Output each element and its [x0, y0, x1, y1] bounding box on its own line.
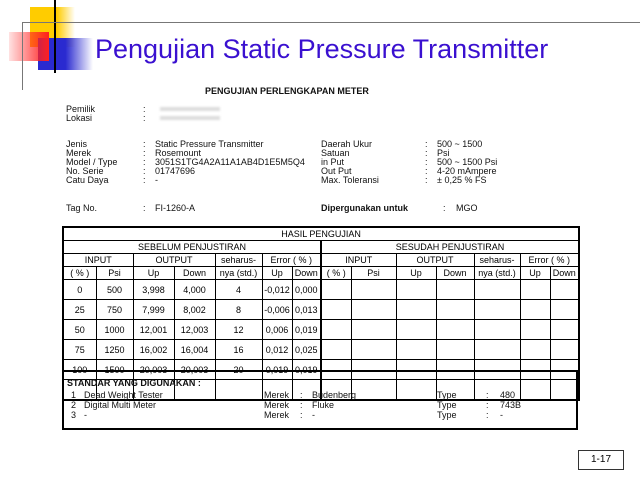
merek-label: Merek [264, 390, 290, 400]
table-cell: 0 [63, 280, 96, 300]
table-cell [474, 340, 520, 360]
slide-title: Pengujian Static Pressure Transmitter [95, 34, 549, 64]
info-colon: : [143, 148, 146, 158]
info-label: Tag No. [66, 203, 98, 213]
table-cell [520, 300, 550, 320]
standard-merek: - [312, 410, 315, 420]
table-cell: -0,006 [262, 300, 292, 320]
table-cell: 8 [215, 300, 262, 320]
info-label: Max. Toleransi [321, 175, 379, 185]
results-title: HASIL PENGUJIAN [63, 227, 579, 241]
standards-title: STANDAR YANG DIGUNAKAN : [67, 378, 201, 388]
table-cell [520, 340, 550, 360]
column-header: Up [133, 267, 174, 280]
info-colon: : [143, 175, 146, 185]
info-colon: : [425, 166, 428, 176]
info-colon: : [425, 148, 428, 158]
info-colon: : [425, 139, 428, 149]
table-cell [396, 300, 436, 320]
table-cell: 3,998 [133, 280, 174, 300]
table-cell [520, 280, 550, 300]
group-header: INPUT [321, 254, 396, 267]
table-cell [321, 300, 351, 320]
colon: : [300, 400, 303, 410]
decor-vertical-rule [22, 22, 23, 90]
table-cell: 100 [63, 360, 96, 380]
column-header: Psi [96, 267, 133, 280]
table-cell: 0,000 [292, 280, 321, 300]
table-cell: 12,001 [133, 320, 174, 340]
table-cell: 0,006 [262, 320, 292, 340]
info-colon: : [143, 113, 146, 123]
table-cell [351, 320, 396, 340]
column-header: Psi [351, 267, 396, 280]
table-cell: 4,000 [174, 280, 215, 300]
group-header: seharus- [215, 254, 262, 267]
type-label: Type [437, 410, 457, 420]
info-value: Rosemount [155, 148, 202, 158]
column-header: ( % ) [63, 267, 96, 280]
standard-name: - [84, 410, 87, 420]
redacted-value [160, 116, 220, 120]
column-header: Down [436, 267, 474, 280]
table-cell [436, 320, 474, 340]
info-label: Jenis [66, 139, 88, 149]
column-header: nya (std.) [215, 267, 262, 280]
table-cell: 0,019 [292, 320, 321, 340]
standard-merek: Budenberg [312, 390, 357, 400]
group-header: Error ( % ) [520, 254, 579, 267]
standard-type: - [500, 410, 503, 420]
table-row [63, 300, 579, 320]
info-value: 500 ~ 1500 Psi [437, 157, 498, 167]
column-header: Down [550, 267, 579, 280]
info-colon: : [143, 157, 146, 167]
table-cell [550, 300, 579, 320]
table-cell: 12 [215, 320, 262, 340]
table-cell [550, 320, 579, 340]
group-header: seharus- [474, 254, 520, 267]
table-cell: 7,999 [133, 300, 174, 320]
table-cell: 0,025 [292, 340, 321, 360]
info-value: 01747696 [155, 166, 196, 176]
table-cell: 25 [63, 300, 96, 320]
redacted-value [160, 107, 220, 111]
info-label: Model / Type [66, 157, 118, 167]
colon: : [486, 410, 489, 420]
standard-no: 2 [71, 400, 77, 410]
table-cell: 75 [63, 340, 96, 360]
standard-type: 743B [500, 400, 522, 410]
table-cell [351, 280, 396, 300]
table-cell [396, 340, 436, 360]
colon: : [300, 410, 303, 420]
table-cell [436, 340, 474, 360]
table-row [63, 320, 579, 340]
decor-vertical-line [54, 0, 56, 73]
table-cell: 20 [215, 360, 262, 380]
standard-type: 480 [500, 390, 516, 400]
info-value: ± 0,25 % FS [437, 175, 487, 185]
info-value: FI-1260-A [155, 203, 196, 213]
column-header: Up [262, 267, 292, 280]
info-label: Merek [66, 148, 92, 158]
column-header: nya (std.) [474, 267, 520, 280]
colon: : [300, 390, 303, 400]
table-cell [321, 340, 351, 360]
table-cell [436, 280, 474, 300]
column-header: Down [292, 267, 321, 280]
info-value: MGO [456, 203, 478, 213]
standard-no: 3 [71, 410, 77, 420]
info-colon: : [143, 104, 146, 114]
table-cell: 16 [215, 340, 262, 360]
info-colon: : [425, 175, 428, 185]
table-cell [436, 300, 474, 320]
decor-horizontal-rule [22, 22, 640, 23]
standard-merek: Fluke [312, 400, 335, 410]
table-row [63, 340, 579, 360]
table-cell: 0,013 [292, 300, 321, 320]
merek-label: Merek [264, 400, 290, 410]
info-value: Psi [437, 148, 450, 158]
table-cell [351, 340, 396, 360]
table-cell: 20,003 [133, 360, 174, 380]
table-cell [520, 320, 550, 340]
info-label: No. Serie [66, 166, 104, 176]
type-label: Type [437, 390, 457, 400]
table-cell [351, 300, 396, 320]
table-cell: 0,012 [262, 340, 292, 360]
table-cell [550, 280, 579, 300]
info-value: - [155, 175, 158, 185]
standard-name: Digital Multi Meter [84, 400, 157, 410]
table-cell [321, 320, 351, 340]
table-cell: 750 [96, 300, 133, 320]
table-cell: 16,004 [174, 340, 215, 360]
info-label: in Put [321, 157, 345, 167]
table-cell: 20,003 [174, 360, 215, 380]
table-cell: 50 [63, 320, 96, 340]
info-colon: : [143, 139, 146, 149]
info-colon: : [443, 203, 446, 213]
table-cell: 0,019 [262, 360, 292, 380]
standards-section [62, 370, 578, 430]
column-header: Up [396, 267, 436, 280]
before-header: SEBELUM PENJUSTIRAN [63, 241, 321, 254]
table-cell: 1000 [96, 320, 133, 340]
table-cell: 1500 [96, 360, 133, 380]
column-header: Up [520, 267, 550, 280]
group-header: OUTPUT [133, 254, 215, 267]
standard-name: Dead Weight Tester [84, 390, 163, 400]
group-header: OUTPUT [396, 254, 474, 267]
document-title: PENGUJIAN PERLENGKAPAN METER [205, 86, 369, 96]
table-row [63, 280, 579, 300]
table-cell: 16,002 [133, 340, 174, 360]
info-value: 3051S1TG4A2A11A1AB4D1E5M5Q4 [155, 157, 305, 167]
table-cell: 4 [215, 280, 262, 300]
info-label: Daerah Ukur [321, 139, 373, 149]
colon: : [486, 390, 489, 400]
decor-red-square [9, 32, 49, 61]
standard-no: 1 [71, 390, 77, 400]
info-label: Dipergunakan untuk [321, 203, 409, 213]
table-cell: 12,003 [174, 320, 215, 340]
info-colon: : [425, 157, 428, 167]
table-cell [474, 280, 520, 300]
info-label: Pemilik [66, 104, 96, 114]
table-cell: 0,019 [292, 360, 321, 380]
after-header: SESUDAH PENJUSTIRAN [321, 241, 579, 254]
table-cell [396, 280, 436, 300]
table-cell: 8,002 [174, 300, 215, 320]
table-cell: 1250 [96, 340, 133, 360]
colon: : [486, 400, 489, 410]
group-header: Error ( % ) [262, 254, 321, 267]
info-colon: : [143, 203, 146, 213]
table-cell [474, 300, 520, 320]
table-cell [321, 280, 351, 300]
info-value: Static Pressure Transmitter [155, 139, 264, 149]
type-label: Type [437, 400, 457, 410]
info-label: Lokasi [66, 113, 93, 123]
group-header: INPUT [63, 254, 133, 267]
merek-label: Merek [264, 410, 290, 420]
info-colon: : [143, 166, 146, 176]
table-cell: -0,012 [262, 280, 292, 300]
table-cell [474, 320, 520, 340]
info-value: 500 ~ 1500 [437, 139, 483, 149]
page-number: 1-17 [578, 450, 624, 470]
table-cell [550, 340, 579, 360]
table-cell [396, 320, 436, 340]
info-label: Satuan [321, 148, 350, 158]
info-label: Out Put [321, 166, 352, 176]
column-header: ( % ) [321, 267, 351, 280]
info-label: Catu Daya [66, 175, 109, 185]
column-header: Down [174, 267, 215, 280]
info-value: 4-20 mAmpere [437, 166, 497, 176]
table-cell: 500 [96, 280, 133, 300]
